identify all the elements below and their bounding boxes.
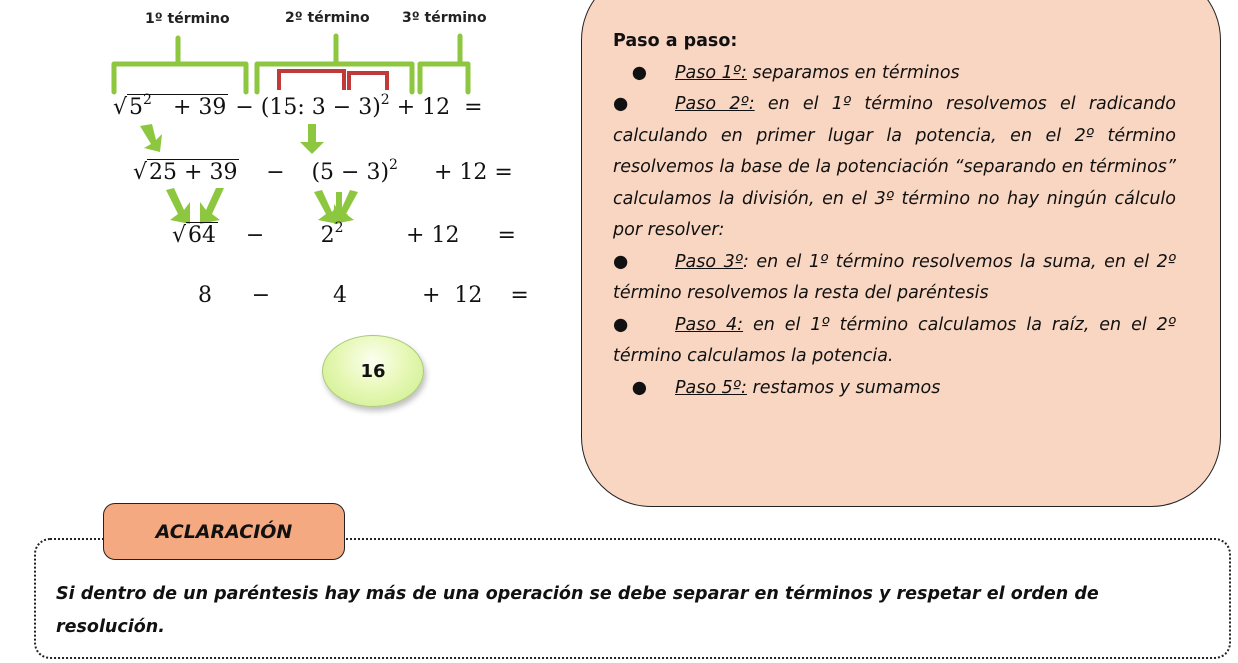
brace-term-3 <box>420 36 468 92</box>
radical-1 <box>113 92 228 120</box>
bullet-icon: ● <box>631 377 647 398</box>
step-text: : en el 1º término resolvemos la suma, en el 2º término resolvemos la resta del paréntesis <box>613 251 1177 303</box>
expression-row-4 <box>198 283 529 308</box>
annotation-graphics <box>100 0 540 420</box>
power-exponent: 2 <box>334 220 344 236</box>
plus-twelve-equals: + 12 = <box>433 160 513 185</box>
minus-sign: − <box>251 283 271 308</box>
step-5 <box>613 373 1176 405</box>
brace-term-1 <box>114 38 246 92</box>
radical-sign: √ <box>133 160 148 185</box>
bracket-division <box>279 71 344 90</box>
parenthesis-exponent: 2 <box>389 157 398 173</box>
parenthesis-expression: (15: 3 − 3) <box>260 95 381 120</box>
parenthesis-expression: (5 − 3) <box>311 160 390 185</box>
equals-sign: = <box>510 283 529 308</box>
note-text: Si dentro de un paréntesis hay más de una operación se debe separar en términos y respetar el orden de resolución. <box>56 584 1099 637</box>
result-badge: 16 <box>322 335 424 407</box>
arrow-2 <box>300 124 324 154</box>
expression-row-3 <box>172 220 516 248</box>
step-name: Paso 1º: <box>675 62 747 83</box>
steps-title: Paso a paso: <box>613 31 738 51</box>
term-label-1: 1º término <box>145 11 230 27</box>
term-label-2: 2º término <box>285 10 370 26</box>
step-name: Paso 2º: <box>675 94 755 114</box>
parenthesis-exponent: 2 <box>380 92 390 108</box>
minus-sign: − <box>266 160 285 185</box>
value-four: 4 <box>333 283 347 308</box>
arrow-4 <box>200 188 224 224</box>
radical-sign: √ <box>113 95 128 120</box>
step-text: separamos en términos <box>746 62 960 83</box>
expression-row-1 <box>113 92 483 120</box>
radicand-base: 5 <box>129 95 144 120</box>
radical-3 <box>172 223 218 248</box>
plus-twelve: + 12 <box>422 283 483 308</box>
arrow-1 <box>140 124 162 152</box>
step-text: restamos y sumamos <box>746 377 941 398</box>
bullet-icon: ● <box>631 62 647 83</box>
bullet-icon: ● <box>613 94 629 114</box>
step-text: en el 1º término calculamos la raíz, en el 2º término calculamos la potencia. <box>613 314 1176 366</box>
radical-sign: √ <box>172 223 187 248</box>
radicand: 64 <box>188 223 217 248</box>
minus-sign: − <box>235 95 254 120</box>
arrow-3 <box>166 188 190 224</box>
math-figure <box>100 0 540 420</box>
step-1 <box>613 58 1176 90</box>
term-label-3: 3º término <box>402 10 487 26</box>
step-name: Paso 4: <box>675 314 744 335</box>
step-4 <box>613 310 1176 373</box>
plus-twelve-equals: + 12 = <box>396 95 483 120</box>
step-2 <box>613 89 1176 247</box>
bracket-subtraction <box>349 73 387 90</box>
steps-content <box>613 26 1176 404</box>
bullet-icon: ● <box>613 251 629 272</box>
minus-sign: − <box>245 223 265 248</box>
note-label: ACLARACIÓN <box>103 503 345 560</box>
expression-row-2 <box>133 157 513 185</box>
step-3 <box>613 247 1176 310</box>
step-name: Paso 3º <box>675 251 743 272</box>
plus-twelve: + 12 <box>406 223 460 248</box>
bullet-icon: ● <box>613 314 629 335</box>
value-eight: 8 <box>198 283 212 308</box>
equals-sign: = <box>497 223 516 248</box>
power-base: 2 <box>320 223 335 248</box>
radicand: 25 + 39 <box>149 160 238 185</box>
radical-2 <box>133 160 239 185</box>
step-text: en el 1º término resolvemos el radicando calculando en primer lugar la potencia, en el 2º término resolvemos la base de la potenciación “separando en términos” calculamos la división, en el 3º término no hay ningún cálculo por resolver: <box>613 94 1176 240</box>
step-name: Paso 5º: <box>675 377 747 398</box>
radicand-exponent: 2 <box>143 92 152 108</box>
radicand-rest: + 39 <box>172 95 227 120</box>
